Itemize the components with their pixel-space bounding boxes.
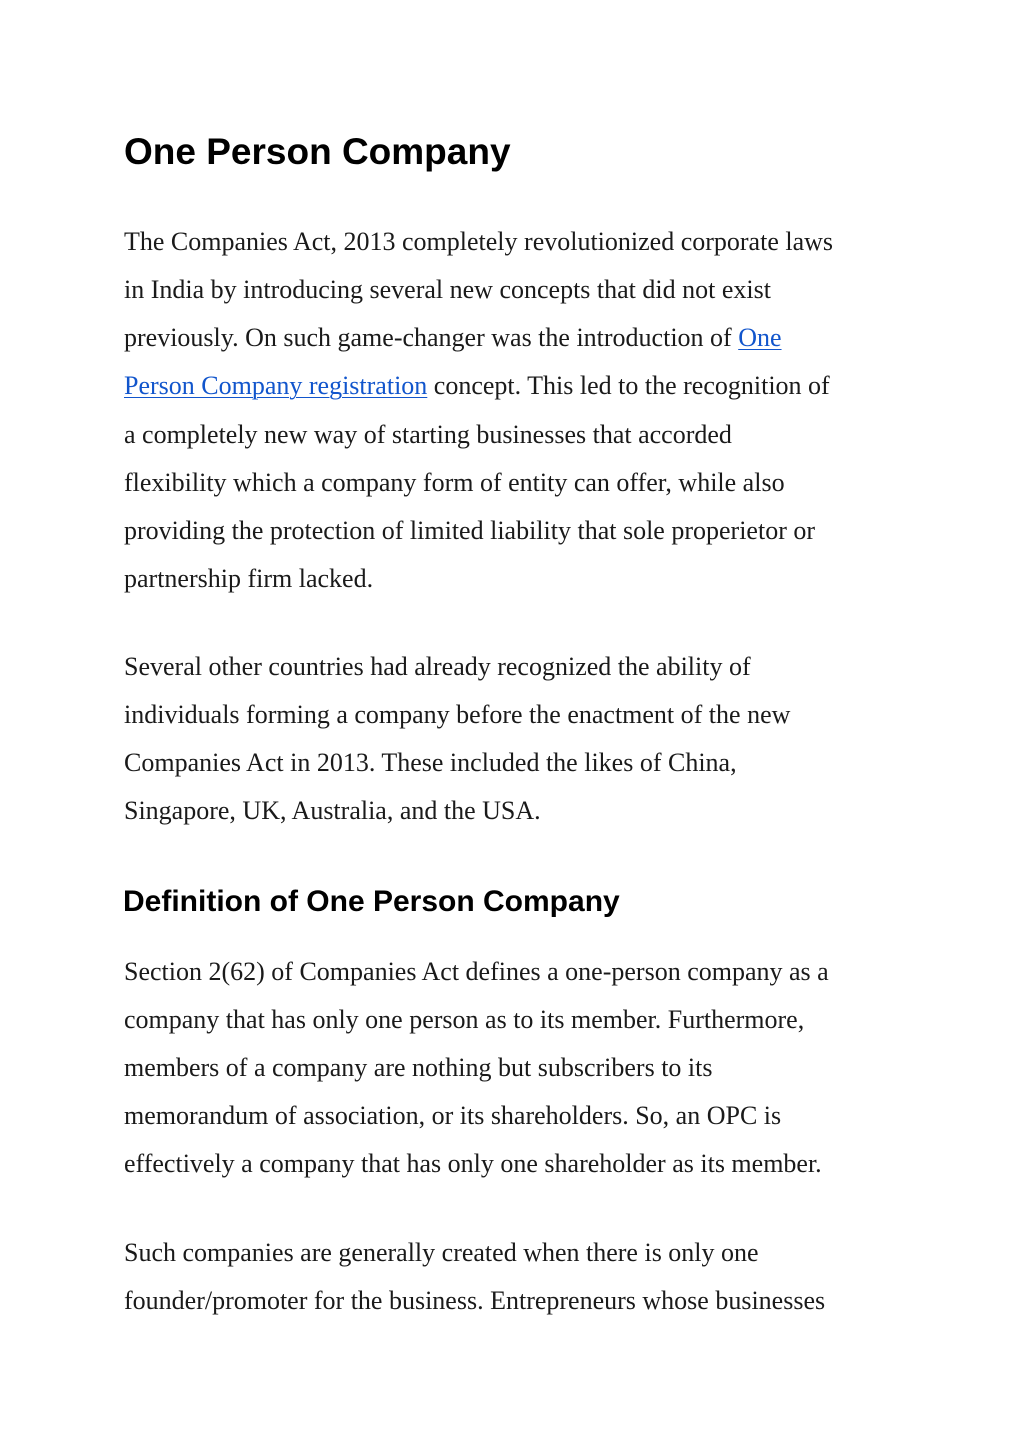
- paragraph-line: founder/promoter for the business. Entrepreneurs whose businesses: [124, 1286, 826, 1315]
- paragraph-line: Section 2(62) of Companies Act defines a one-person company as a: [124, 957, 829, 986]
- paragraph-line: Companies Act in 2013. These included the likes of China,: [124, 748, 737, 777]
- paragraph-text: concept. This led to the recognition of: [427, 371, 830, 400]
- paragraph-text: previously. On such game-changer was the introduction of: [124, 323, 739, 352]
- paragraph-line: a completely new way of starting businesses that accorded: [124, 420, 732, 449]
- paragraph-line: [124, 320, 782, 356]
- paragraph-line: members of a company are nothing but subscribers to its: [124, 1053, 713, 1082]
- paragraph-line: The Companies Act, 2013 completely revolutionized corporate laws: [124, 227, 834, 256]
- paragraph-line: Several other countries had already recognized the ability of: [124, 652, 751, 681]
- page-title: One Person Company: [124, 131, 511, 172]
- paragraph-line: Singapore, UK, Australia, and the USA.: [124, 796, 541, 825]
- opc-registration-link-continued[interactable]: Person Company registration: [124, 371, 428, 400]
- paragraph-line: company that has only one person as to its member. Furthermore,: [124, 1005, 805, 1034]
- paragraph-line: flexibility which a company form of entity can offer, while also: [124, 468, 785, 497]
- paragraph-line: Such companies are generally created when there is only one: [124, 1238, 759, 1267]
- definition-heading: Definition of One Person Company: [123, 885, 620, 918]
- paragraph-line: in India by introducing several new concepts that did not exist: [124, 275, 771, 304]
- paragraph-line: partnership firm lacked.: [124, 564, 374, 593]
- paragraph-line: memorandum of association, or its shareholders. So, an OPC is: [124, 1101, 782, 1130]
- paragraph-line: providing the protection of limited liability that sole properietor or: [124, 516, 816, 545]
- paragraph-line: individuals forming a company before the enactment of the new: [124, 700, 791, 729]
- opc-registration-link[interactable]: One: [738, 323, 782, 352]
- paragraph-line: effectively a company that has only one shareholder as its member.: [124, 1149, 822, 1178]
- paragraph-line: [124, 368, 830, 404]
